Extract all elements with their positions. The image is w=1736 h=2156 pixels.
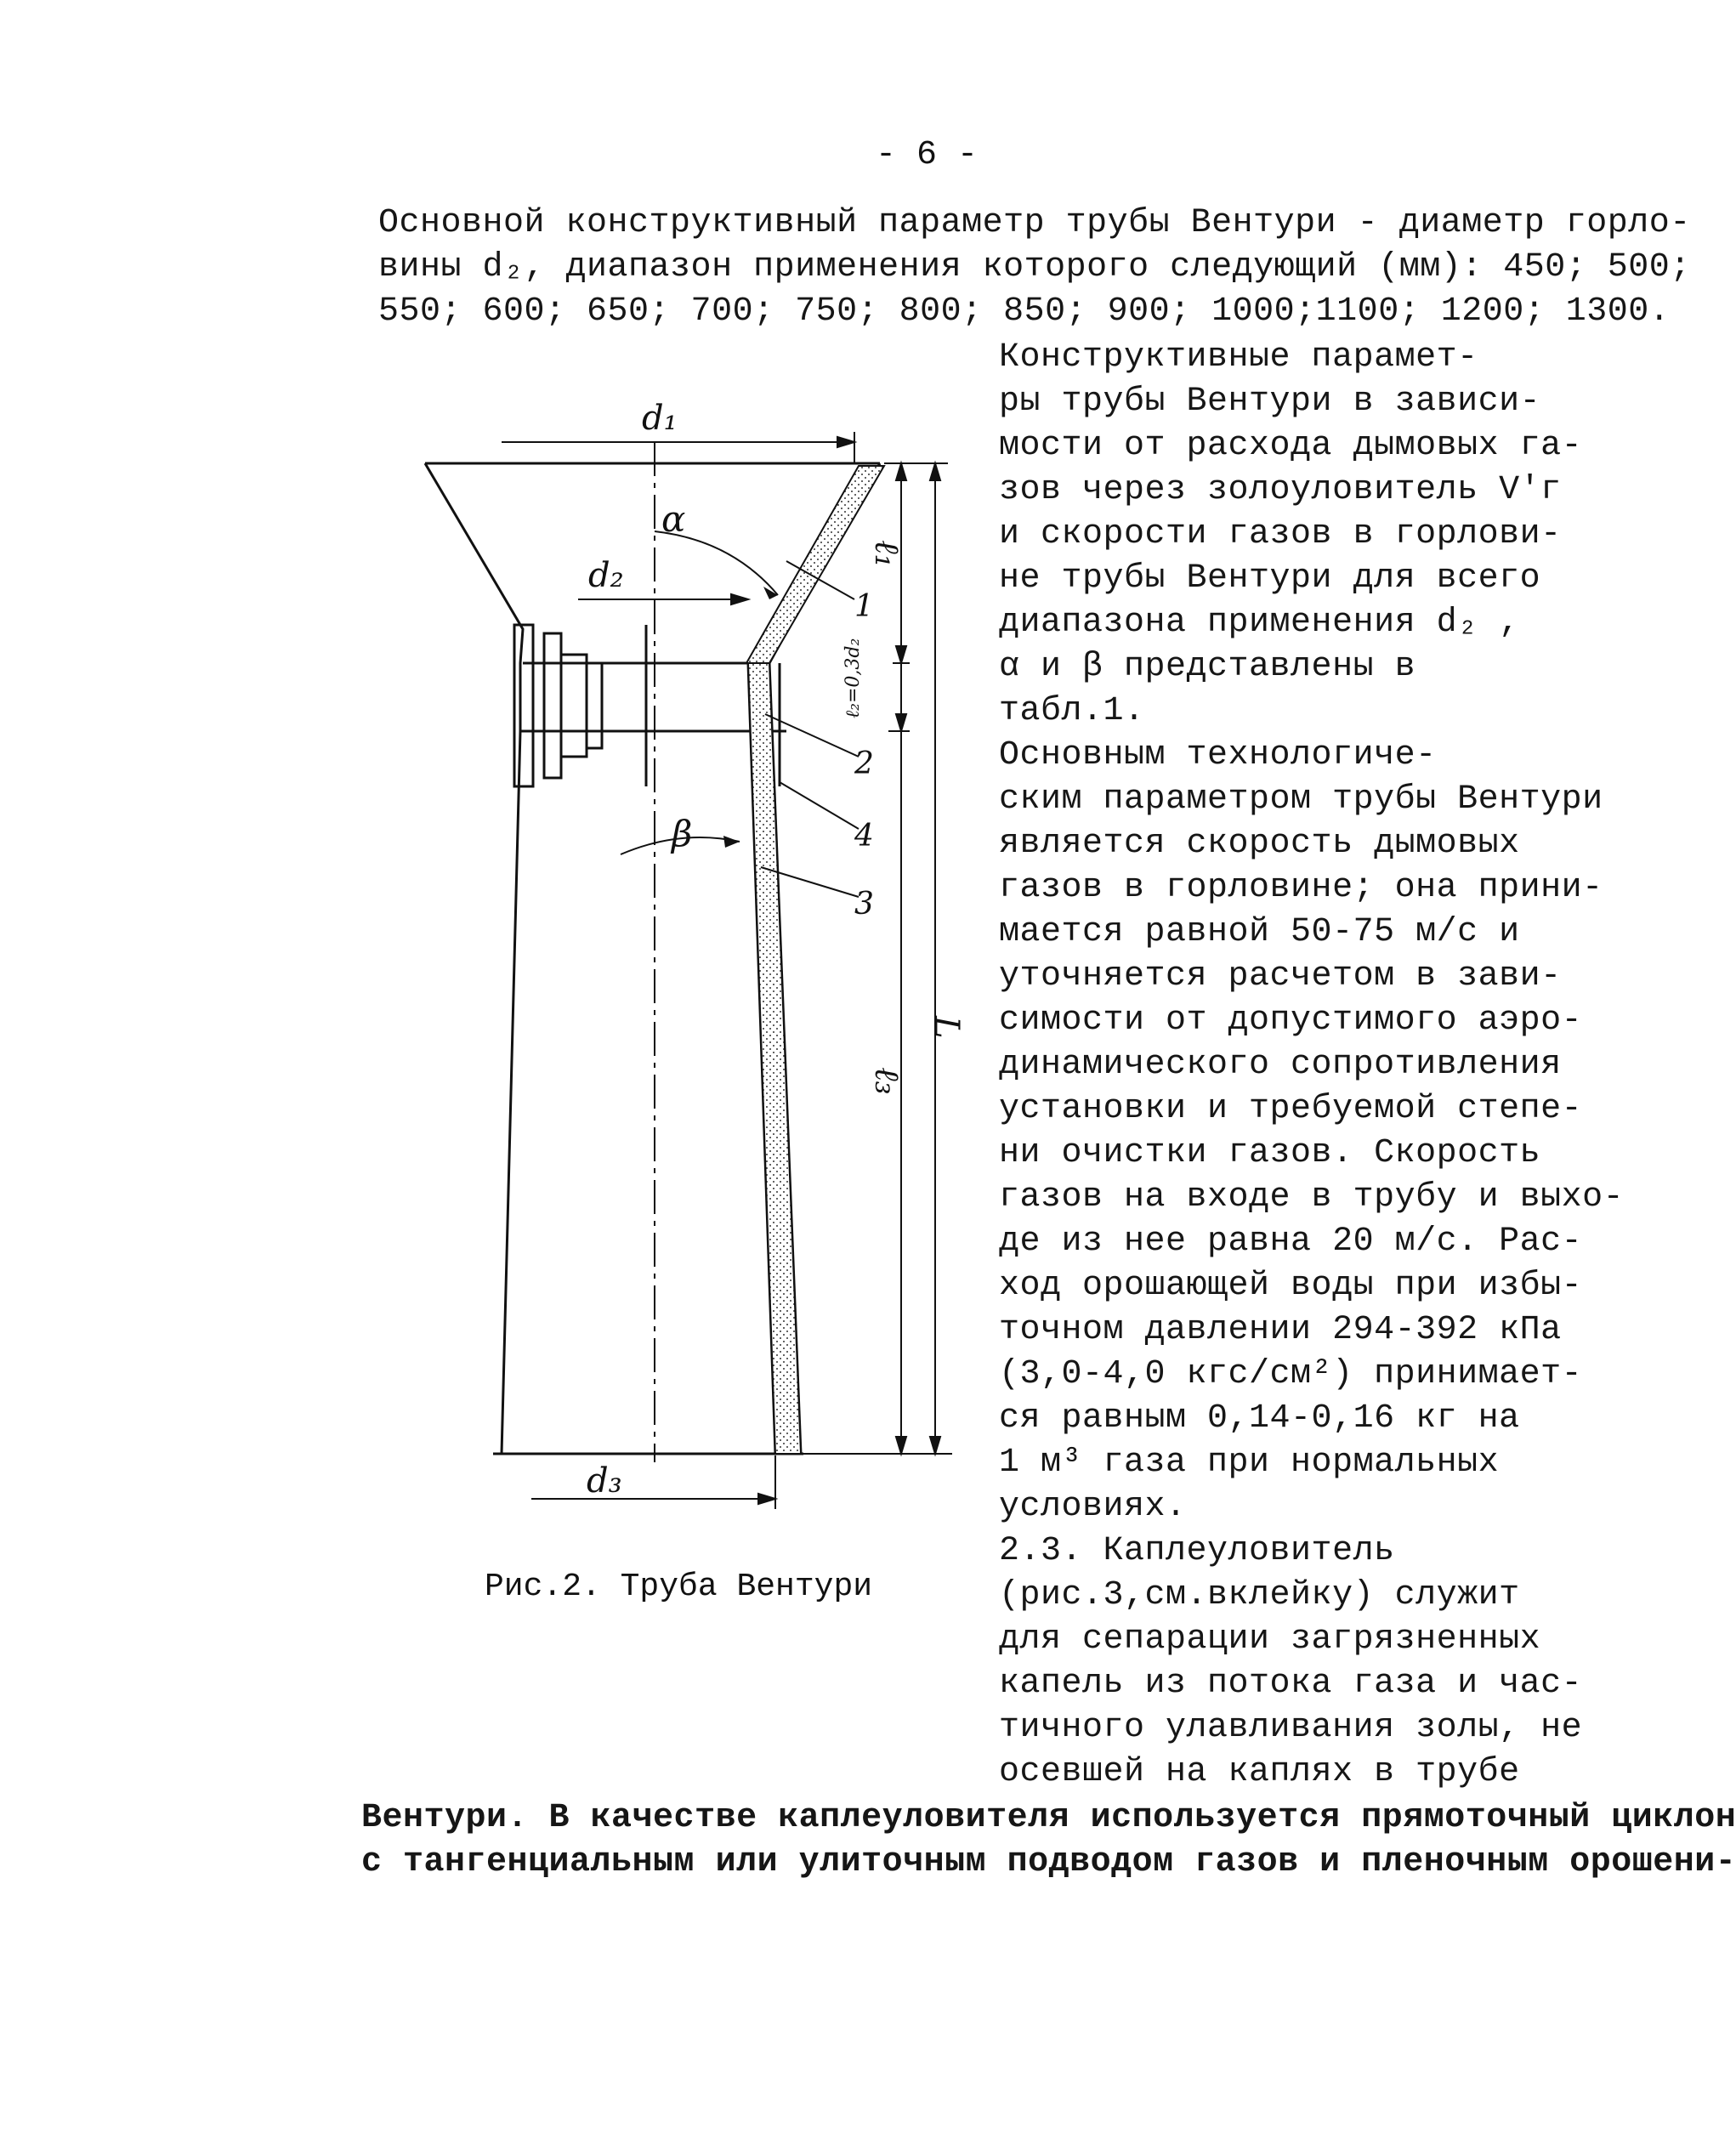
column-line: является скорость дымовых xyxy=(999,825,1520,863)
column-line: динамического сопротивления xyxy=(999,1046,1562,1084)
tube-outline xyxy=(425,463,880,1454)
column-line: ским параметром трубы Вентури xyxy=(999,780,1603,819)
closing-line-1: Вентури. В качестве каплеуловителя используется прямоточный циклон xyxy=(361,1799,1736,1837)
column-line: Основным технологиче- xyxy=(999,736,1437,774)
column-line: газов в горловине; она прини- xyxy=(999,869,1603,907)
column-line: ни очистки газов. Скорость xyxy=(999,1134,1541,1172)
column-line: тичного улавливания золы, не xyxy=(999,1709,1583,1747)
column-line: 2.3. Каплеуловитель xyxy=(999,1532,1395,1570)
column-line: табл.1. xyxy=(999,692,1145,730)
dimension-d1 xyxy=(502,432,854,463)
column-line: α и β представлены в xyxy=(999,648,1416,686)
label-L: L xyxy=(927,1016,966,1039)
column-line: и скорости газов в горлови- xyxy=(999,515,1562,553)
label-d1: d₁ xyxy=(642,399,678,438)
intro-line-1: Основной конструктивный параметр трубы Вентури - диаметр горло- xyxy=(378,204,1691,242)
column-line: 1 м³ газа при нормальных xyxy=(999,1444,1500,1482)
figure-caption: Рис.2. Труба Вентури xyxy=(485,1569,873,1605)
column-line: осевшей на каплях в трубе xyxy=(999,1753,1520,1791)
column-line: капель из потока газа и час- xyxy=(999,1665,1583,1703)
column-line: зов через золоуловитель V'г xyxy=(999,471,1562,509)
label-l1: ℓ₁ xyxy=(867,540,906,568)
label-d2: d₂ xyxy=(588,556,624,595)
label-part-2: 2 xyxy=(854,746,874,781)
intro-line-3: 550; 600; 650; 700; 750; 800; 850; 900; 1000;1100; 1200; 1300. xyxy=(378,292,1671,331)
label-part-4: 4 xyxy=(854,819,874,854)
column-line: де из нее равна 20 м/с. Рас- xyxy=(999,1223,1583,1261)
label-l2: ℓ₂=0,3d₂ xyxy=(842,638,864,718)
lining-diffuser xyxy=(748,663,801,1454)
label-l3: ℓ₃ xyxy=(867,1067,906,1095)
column-line: (рис.3,см.вклейку) служит xyxy=(999,1576,1520,1614)
column-line: Конструктивные парамет- xyxy=(999,338,1478,377)
column-line: уточняется расчетом в зави- xyxy=(999,957,1562,996)
column-line: не трубы Вентури для всего xyxy=(999,559,1541,598)
column-line: симости от допустимого аэро- xyxy=(999,1001,1583,1040)
column-line: мости от расхода дымовых га- xyxy=(999,427,1583,465)
alpha-arc xyxy=(655,531,778,595)
dimension-right xyxy=(803,463,952,1454)
intro-line-2: вины d₂, диапазон применения которого следующий (мм): 450; 500; xyxy=(378,248,1691,287)
column-line: диапазона применения d₂ , xyxy=(999,604,1520,642)
label-beta: β xyxy=(672,813,693,854)
label-alpha: α xyxy=(661,498,686,540)
dimension-d3 xyxy=(531,1455,775,1509)
column-line: (3,0-4,0 кгс/см²) принимает- xyxy=(999,1355,1583,1393)
column-line: для сепарации загрязненных xyxy=(999,1620,1541,1659)
column-line: газов на входе в трубу и выхо- xyxy=(999,1178,1625,1217)
label-d3: d₃ xyxy=(587,1461,622,1501)
column-line: условиях. xyxy=(999,1488,1187,1526)
page-number: - 6 - xyxy=(876,136,979,174)
column-line: ся равным 0,14-0,16 кг на xyxy=(999,1399,1520,1438)
closing-line-2: с тангенциальным или улиточным подводом газов и пленочным орошени- xyxy=(361,1843,1736,1881)
column-line: ры трубы Вентури в зависи- xyxy=(999,383,1541,421)
lining-confuser xyxy=(746,466,884,663)
column-line: установки и требуемой степе- xyxy=(999,1090,1583,1128)
throat-ring xyxy=(514,625,780,786)
column-line: ход орошающей воды при избы- xyxy=(999,1267,1583,1305)
label-part-3: 3 xyxy=(854,887,874,922)
label-part-1: 1 xyxy=(854,589,874,624)
dimension-d2 xyxy=(578,594,748,604)
column-line: точном давлении 294-392 кПа xyxy=(999,1311,1562,1349)
column-line: мается равной 50-75 м/с и xyxy=(999,913,1520,951)
